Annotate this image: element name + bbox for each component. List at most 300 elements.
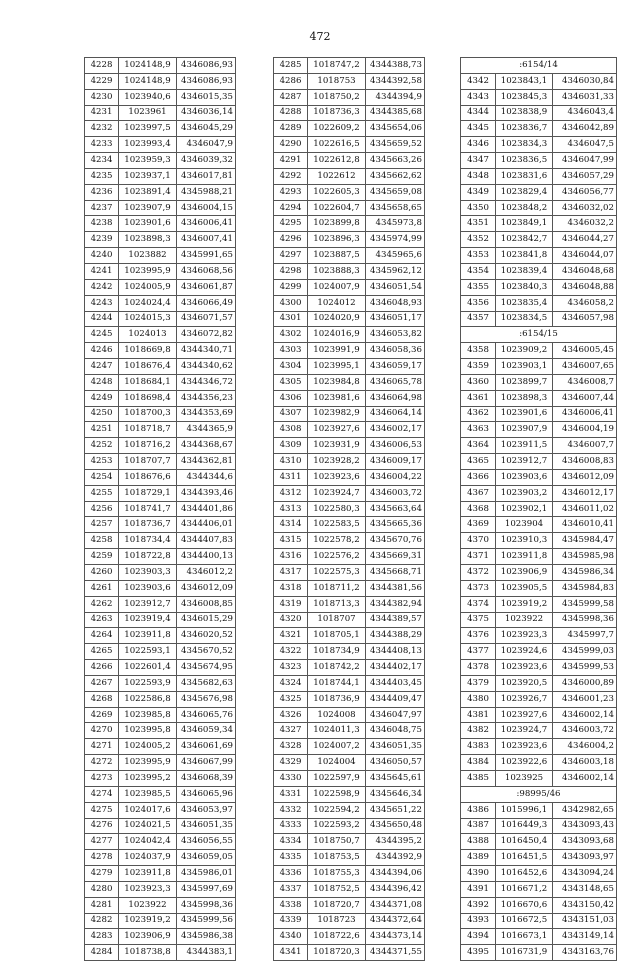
point-number: 4277 — [85, 834, 119, 850]
y-coordinate: 4346005,45 — [553, 343, 617, 359]
point-number: 4393 — [461, 913, 496, 929]
table-row — [85, 533, 236, 549]
point-number: 4335 — [274, 850, 308, 866]
point-number: 4343 — [461, 89, 496, 105]
table-row — [274, 612, 425, 628]
y-coordinate: 4344353,69 — [177, 406, 236, 422]
x-coordinate: 1022605,3 — [308, 184, 366, 200]
point-number: 4351 — [461, 216, 496, 232]
x-coordinate: 1018669,8 — [119, 343, 177, 359]
table-row — [461, 422, 617, 438]
x-coordinate: 1018684,1 — [119, 374, 177, 390]
y-coordinate: 4345662,62 — [366, 168, 425, 184]
x-coordinate: 1022612,8 — [308, 153, 366, 169]
table-row — [274, 422, 425, 438]
table-row — [85, 58, 236, 74]
table-row — [461, 89, 617, 105]
table-row — [85, 469, 236, 485]
point-number: 4280 — [85, 881, 119, 897]
x-coordinate: 1018718,7 — [119, 422, 177, 438]
point-number: 4259 — [85, 549, 119, 565]
x-coordinate: 1023924,7 — [308, 485, 366, 501]
table-row — [461, 295, 617, 311]
table-row — [85, 73, 236, 89]
y-coordinate: 4344356,23 — [177, 390, 236, 406]
point-number: 4300 — [274, 295, 308, 311]
point-number: 4344 — [461, 105, 496, 121]
table-row — [85, 612, 236, 628]
point-number: 4340 — [274, 929, 308, 945]
y-coordinate: 4345984,83 — [553, 580, 617, 596]
y-coordinate: 4346051,17 — [366, 311, 425, 327]
x-coordinate: 1023985,8 — [119, 707, 177, 723]
point-number: 4287 — [274, 89, 308, 105]
point-number: 4342 — [461, 73, 496, 89]
point-number: 4273 — [85, 770, 119, 786]
y-coordinate: 4345965,6 — [366, 248, 425, 264]
point-number: 4275 — [85, 802, 119, 818]
x-coordinate: 1023843,1 — [496, 73, 553, 89]
table-row — [461, 739, 617, 755]
table-row — [274, 596, 425, 612]
point-number: 4391 — [461, 881, 496, 897]
table-row — [461, 501, 617, 517]
x-coordinate: 1018736,9 — [308, 691, 366, 707]
y-coordinate: 4346044,07 — [553, 248, 617, 264]
y-coordinate: 4344373,14 — [366, 929, 425, 945]
point-number: 4268 — [85, 691, 119, 707]
point-number: 4292 — [274, 168, 308, 184]
x-coordinate: 1023981,6 — [308, 390, 366, 406]
x-coordinate: 1023903,6 — [119, 580, 177, 596]
x-coordinate: 1018736,3 — [308, 105, 366, 121]
y-coordinate: 4346032,2 — [553, 216, 617, 232]
x-coordinate: 1022609,2 — [308, 121, 366, 137]
point-number: 4341 — [274, 945, 308, 961]
x-coordinate: 1024024,4 — [119, 295, 177, 311]
x-coordinate: 1023922 — [119, 897, 177, 913]
y-coordinate: 4346047,5 — [553, 137, 617, 153]
table-row — [461, 628, 617, 644]
section-label: :6154/15 — [461, 327, 617, 343]
x-coordinate: 1023922 — [496, 612, 553, 628]
y-coordinate: 4344365,9 — [177, 422, 236, 438]
point-number: 4296 — [274, 232, 308, 248]
point-number: 4264 — [85, 628, 119, 644]
table-row — [274, 866, 425, 882]
y-coordinate: 4344409,47 — [366, 691, 425, 707]
point-number: 4243 — [85, 295, 119, 311]
point-number: 4369 — [461, 517, 496, 533]
y-coordinate: 4346032,02 — [553, 200, 617, 216]
y-coordinate: 4344388,29 — [366, 628, 425, 644]
point-number: 4383 — [461, 739, 496, 755]
y-coordinate: 4344393,46 — [177, 485, 236, 501]
x-coordinate: 1018713,3 — [308, 596, 366, 612]
x-coordinate: 1024007,2 — [308, 739, 366, 755]
y-coordinate: 4346006,41 — [553, 406, 617, 422]
table-row — [85, 834, 236, 850]
x-coordinate: 1022597,9 — [308, 770, 366, 786]
point-number: 4360 — [461, 374, 496, 390]
y-coordinate: 4346003,72 — [366, 485, 425, 501]
point-number: 4254 — [85, 469, 119, 485]
point-number: 4320 — [274, 612, 308, 628]
table-row — [85, 454, 236, 470]
y-coordinate: 4346048,93 — [366, 295, 425, 311]
table-row — [274, 58, 425, 74]
y-coordinate: 4346004,22 — [366, 469, 425, 485]
table-row — [461, 200, 617, 216]
x-coordinate: 1018755,3 — [308, 866, 366, 882]
x-coordinate: 1023891,4 — [119, 184, 177, 200]
point-number: 4284 — [85, 945, 119, 961]
y-coordinate: 4346002,14 — [553, 770, 617, 786]
x-coordinate: 1018744,1 — [308, 675, 366, 691]
table-row — [85, 786, 236, 802]
point-number: 4302 — [274, 327, 308, 343]
x-coordinate: 1023849,1 — [496, 216, 553, 232]
table-row — [85, 897, 236, 913]
table-row — [274, 533, 425, 549]
table-row — [274, 580, 425, 596]
table-row — [274, 105, 425, 121]
table-row — [461, 818, 617, 834]
x-coordinate: 1022601,4 — [119, 660, 177, 676]
table-row — [85, 660, 236, 676]
point-number: 4304 — [274, 359, 308, 375]
point-number: 4353 — [461, 248, 496, 264]
y-coordinate: 4343148,65 — [553, 881, 617, 897]
point-number: 4312 — [274, 485, 308, 501]
table-row — [274, 406, 425, 422]
x-coordinate: 1024020,9 — [308, 311, 366, 327]
x-coordinate: 1023910,3 — [496, 533, 553, 549]
y-coordinate: 4345659,52 — [366, 137, 425, 153]
point-number: 4258 — [85, 533, 119, 549]
x-coordinate: 1018720,3 — [308, 945, 366, 961]
y-coordinate: 4346044,27 — [553, 232, 617, 248]
y-coordinate: 4346039,32 — [177, 153, 236, 169]
table-row — [85, 248, 236, 264]
table-row — [461, 596, 617, 612]
point-number: 4234 — [85, 153, 119, 169]
point-number: 4237 — [85, 200, 119, 216]
x-coordinate: 1023905,5 — [496, 580, 553, 596]
x-coordinate: 1016671,2 — [496, 881, 553, 897]
y-coordinate: 4346047,9 — [177, 137, 236, 153]
table-row — [85, 866, 236, 882]
y-coordinate: 4344407,83 — [177, 533, 236, 549]
x-coordinate: 1023923,6 — [496, 739, 553, 755]
x-coordinate: 1018698,4 — [119, 390, 177, 406]
y-coordinate: 4343094,24 — [553, 866, 617, 882]
y-coordinate: 4346051,35 — [177, 818, 236, 834]
point-number: 4301 — [274, 311, 308, 327]
y-coordinate: 4345646,34 — [366, 786, 425, 802]
table-row — [461, 533, 617, 549]
y-coordinate: 4346072,82 — [177, 327, 236, 343]
x-coordinate: 1023907,9 — [119, 200, 177, 216]
point-number: 4358 — [461, 343, 496, 359]
table-row — [461, 248, 617, 264]
table-row — [461, 913, 617, 929]
point-number: 4356 — [461, 295, 496, 311]
table-row — [274, 739, 425, 755]
x-coordinate: 1023903,2 — [496, 485, 553, 501]
table-row — [274, 945, 425, 961]
point-number: 4278 — [85, 850, 119, 866]
point-number: 4347 — [461, 153, 496, 169]
table-row — [85, 216, 236, 232]
y-coordinate: 4346002,14 — [553, 707, 617, 723]
table-row — [85, 232, 236, 248]
point-number: 4236 — [85, 184, 119, 200]
y-coordinate: 4346056,55 — [177, 834, 236, 850]
x-coordinate: 1023842,7 — [496, 232, 553, 248]
x-coordinate: 1016451,5 — [496, 850, 553, 866]
table-row — [274, 517, 425, 533]
x-coordinate: 1024008 — [308, 707, 366, 723]
point-number: 4328 — [274, 739, 308, 755]
table-row — [85, 295, 236, 311]
table-row — [274, 311, 425, 327]
table-row — [274, 644, 425, 660]
y-coordinate: 4345645,61 — [366, 770, 425, 786]
x-coordinate: 1018729,1 — [119, 485, 177, 501]
table-row — [461, 121, 617, 137]
table-row — [85, 723, 236, 739]
point-number: 4265 — [85, 644, 119, 660]
table-row — [461, 644, 617, 660]
point-number: 4297 — [274, 248, 308, 264]
x-coordinate: 1023982,9 — [308, 406, 366, 422]
y-coordinate: 4346051,35 — [366, 739, 425, 755]
x-coordinate: 1022583,5 — [308, 517, 366, 533]
y-coordinate: 4345988,21 — [177, 184, 236, 200]
y-coordinate: 4345663,26 — [366, 153, 425, 169]
y-coordinate: 4346059,17 — [366, 359, 425, 375]
x-coordinate: 1023985,5 — [119, 786, 177, 802]
point-number: 4362 — [461, 406, 496, 422]
table-row — [274, 454, 425, 470]
table-row — [274, 216, 425, 232]
y-coordinate: 4346050,57 — [366, 755, 425, 771]
coordinate-table-left — [84, 57, 236, 961]
y-coordinate: 4344382,94 — [366, 596, 425, 612]
point-number: 4318 — [274, 580, 308, 596]
point-number: 4370 — [461, 533, 496, 549]
point-number: 4371 — [461, 549, 496, 565]
y-coordinate: 4345650,48 — [366, 818, 425, 834]
x-coordinate: 1022612 — [308, 168, 366, 184]
x-coordinate: 1023911,8 — [119, 628, 177, 644]
table-row — [461, 279, 617, 295]
x-coordinate: 1024004 — [308, 755, 366, 771]
point-number: 4394 — [461, 929, 496, 945]
point-number: 4298 — [274, 263, 308, 279]
point-number: 4271 — [85, 739, 119, 755]
table-row — [274, 263, 425, 279]
x-coordinate: 1023838,9 — [496, 105, 553, 121]
table-row — [85, 945, 236, 961]
point-number: 4323 — [274, 660, 308, 676]
x-coordinate: 1018750,7 — [308, 834, 366, 850]
table-row — [85, 755, 236, 771]
table-row — [85, 374, 236, 390]
table-row — [85, 628, 236, 644]
y-coordinate: 4344389,57 — [366, 612, 425, 628]
table-row — [85, 691, 236, 707]
table-row — [274, 565, 425, 581]
y-coordinate: 4344401,86 — [177, 501, 236, 517]
x-coordinate: 1023902,1 — [496, 501, 553, 517]
point-number: 4388 — [461, 834, 496, 850]
y-coordinate: 4345962,12 — [366, 263, 425, 279]
x-coordinate: 1016731,9 — [496, 945, 553, 961]
table-row — [85, 580, 236, 596]
table-row — [274, 786, 425, 802]
table-row — [274, 818, 425, 834]
table-row — [274, 834, 425, 850]
table-row — [274, 628, 425, 644]
table-row — [274, 89, 425, 105]
table-row — [274, 770, 425, 786]
y-coordinate: 4344346,72 — [177, 374, 236, 390]
x-coordinate: 1023836,5 — [496, 153, 553, 169]
table-row — [274, 469, 425, 485]
table-row — [85, 913, 236, 929]
point-number: 4272 — [85, 755, 119, 771]
y-coordinate: 4346015,35 — [177, 89, 236, 105]
point-number: 4322 — [274, 644, 308, 660]
x-coordinate: 1023912,7 — [496, 454, 553, 470]
y-coordinate: 4343093,68 — [553, 834, 617, 850]
y-coordinate: 4345654,06 — [366, 121, 425, 137]
table-row — [274, 184, 425, 200]
point-number: 4228 — [85, 58, 119, 74]
table-row — [461, 929, 617, 945]
table-row — [274, 675, 425, 691]
x-coordinate: 1018752,5 — [308, 881, 366, 897]
table-row — [461, 73, 617, 89]
table-row — [85, 105, 236, 121]
table-row — [85, 89, 236, 105]
y-coordinate: 4346068,56 — [177, 263, 236, 279]
x-coordinate: 1018722,6 — [308, 929, 366, 945]
y-coordinate: 4346012,17 — [553, 485, 617, 501]
y-coordinate: 4345659,08 — [366, 184, 425, 200]
x-coordinate: 1024015,3 — [119, 311, 177, 327]
y-coordinate: 4346068,39 — [177, 770, 236, 786]
x-coordinate: 1018707,7 — [119, 454, 177, 470]
y-coordinate: 4346009,17 — [366, 454, 425, 470]
y-coordinate: 4344362,81 — [177, 454, 236, 470]
table-row — [274, 802, 425, 818]
x-coordinate: 1018750,2 — [308, 89, 366, 105]
table-row — [274, 929, 425, 945]
x-coordinate: 1018753 — [308, 73, 366, 89]
y-coordinate: 4346031,33 — [553, 89, 617, 105]
x-coordinate: 1023898,3 — [496, 390, 553, 406]
table-row — [274, 549, 425, 565]
table-row — [461, 945, 617, 961]
x-coordinate: 1023984,8 — [308, 374, 366, 390]
table-row — [274, 850, 425, 866]
x-coordinate: 1018705,1 — [308, 628, 366, 644]
section-label: :98995/46 — [461, 786, 617, 802]
point-number: 4392 — [461, 897, 496, 913]
x-coordinate: 1024148,9 — [119, 58, 177, 74]
x-coordinate: 1023961 — [119, 105, 177, 121]
x-coordinate: 1018722,8 — [119, 549, 177, 565]
point-number: 4229 — [85, 73, 119, 89]
y-coordinate: 4346004,19 — [553, 422, 617, 438]
point-number: 4270 — [85, 723, 119, 739]
table-row — [85, 263, 236, 279]
x-coordinate: 1016450,4 — [496, 834, 553, 850]
y-coordinate: 4345663,64 — [366, 501, 425, 517]
point-number: 4319 — [274, 596, 308, 612]
x-coordinate: 1023993,4 — [119, 137, 177, 153]
x-coordinate: 1023903,1 — [496, 359, 553, 375]
y-coordinate: 4345991,65 — [177, 248, 236, 264]
table-row — [461, 454, 617, 470]
point-number: 4385 — [461, 770, 496, 786]
y-coordinate: 4345682,63 — [177, 675, 236, 691]
y-coordinate: 4346006,41 — [177, 216, 236, 232]
x-coordinate: 1023839,4 — [496, 263, 553, 279]
table-row — [461, 263, 617, 279]
point-number: 4380 — [461, 691, 496, 707]
x-coordinate: 1024021,5 — [119, 818, 177, 834]
x-coordinate: 1024005,2 — [119, 739, 177, 755]
y-coordinate: 4346058,2 — [553, 295, 617, 311]
x-coordinate: 1018734,4 — [119, 533, 177, 549]
y-coordinate: 4345999,56 — [177, 913, 236, 929]
point-number: 4324 — [274, 675, 308, 691]
point-number: 4372 — [461, 565, 496, 581]
point-number: 4363 — [461, 422, 496, 438]
x-coordinate: 1015996,1 — [496, 802, 553, 818]
x-coordinate: 1022593,9 — [119, 675, 177, 691]
y-coordinate: 4346048,88 — [553, 279, 617, 295]
table-row — [461, 549, 617, 565]
point-number: 4355 — [461, 279, 496, 295]
point-number: 4361 — [461, 390, 496, 406]
x-coordinate: 1023911,8 — [119, 866, 177, 882]
y-coordinate: 4346004,2 — [553, 739, 617, 755]
table-row — [85, 818, 236, 834]
coordinate-table-right — [460, 57, 617, 961]
x-coordinate: 1023898,3 — [119, 232, 177, 248]
point-number: 4288 — [274, 105, 308, 121]
x-coordinate: 1018711,2 — [308, 580, 366, 596]
y-coordinate: 4343093,97 — [553, 850, 617, 866]
y-coordinate: 4344396,42 — [366, 881, 425, 897]
point-number: 4290 — [274, 137, 308, 153]
y-coordinate: 4345997,7 — [553, 628, 617, 644]
x-coordinate: 1024007,9 — [308, 279, 366, 295]
table-row — [85, 438, 236, 454]
x-coordinate: 1024013 — [119, 327, 177, 343]
x-coordinate: 1023927,6 — [308, 422, 366, 438]
y-coordinate: 4344402,17 — [366, 660, 425, 676]
table-row — [85, 707, 236, 723]
x-coordinate: 1023995,9 — [119, 263, 177, 279]
x-coordinate: 1022616,5 — [308, 137, 366, 153]
y-coordinate: 4344408,13 — [366, 644, 425, 660]
